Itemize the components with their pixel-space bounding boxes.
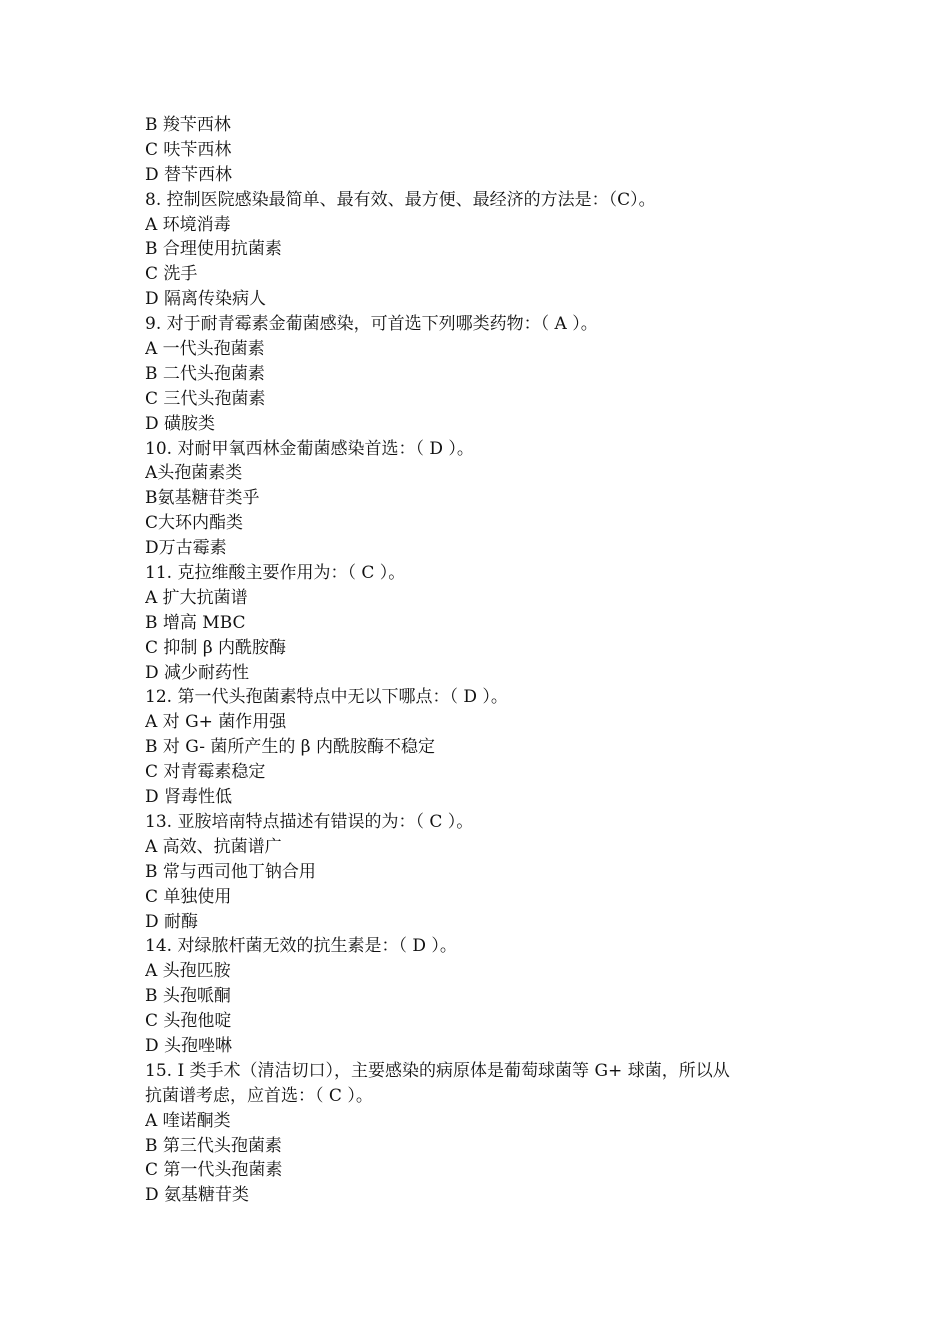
document-line: D 隔离传染病人 [145, 289, 267, 310]
document-line: A头孢菌素类 [145, 463, 243, 484]
document-line: 8. 控制医院感染最简单、最有效、最方便、最经济的方法是：（C）。 [145, 189, 656, 210]
document-line: C 对青霉素稳定 [145, 762, 266, 783]
document-line: C 呋苄西林 [145, 139, 232, 160]
document-line: A 扩大抗菌谱 [145, 587, 248, 608]
document-line: D 头孢唑啉 [145, 1035, 233, 1056]
document-line: C大环内酯类 [145, 513, 244, 534]
document-line: C 洗手 [145, 264, 198, 285]
document-line: 抗菌谱考虑，应首选：（ C ）。 [145, 1085, 373, 1106]
document-line: 10. 对耐甲氧西林金葡菌感染首选：（ D ）。 [145, 438, 474, 459]
document-line: C 三代头孢菌素 [145, 388, 266, 409]
document-line: 15. I 类手术（清洁切口），主要感染的病原体是葡萄球菌等 G+ 球菌，所以从 [145, 1060, 730, 1081]
document-line: C 单独使用 [145, 886, 232, 907]
document-line: A 喹诺酮类 [145, 1110, 231, 1131]
document-line: D 磺胺类 [145, 413, 216, 434]
document-line: 14. 对绿脓杆菌无效的抗生素是：（ D ）。 [145, 936, 457, 957]
document-line: D 耐酶 [145, 911, 199, 932]
document-line: B 合理使用抗菌素 [145, 239, 282, 260]
document-line: B 二代头孢菌素 [145, 363, 265, 384]
document-line: A 一代头孢菌素 [145, 339, 265, 360]
document-line: D万古霉素 [145, 538, 227, 559]
document-body [145, 113, 815, 1208]
document-line: 11. 克拉维酸主要作用为：（ C ）。 [145, 563, 406, 584]
document-line: B 第三代头孢菌素 [145, 1135, 282, 1156]
document-line: B氨基糖苷类乎 [145, 488, 260, 509]
document-line: B 头孢哌酮 [145, 986, 231, 1007]
document-line: D 减少耐药性 [145, 662, 250, 683]
document-line: B 羧苄西林 [145, 115, 231, 135]
document-line: A 对 G+ 菌作用强 [145, 712, 287, 733]
document-line: A 头孢匹胺 [145, 961, 231, 982]
document-line: B 常与西司他丁钠合用 [145, 861, 316, 882]
document-line: B 对 G- 菌所产生的 β 内酰胺酶不稳定 [145, 737, 435, 758]
document-line: 13. 亚胺培南特点描述有错误的为：（ C ）。 [145, 811, 474, 832]
document-line: A 环境消毒 [145, 214, 231, 235]
document-line: D 替苄西林 [145, 164, 233, 185]
document-line: C 抑制 β 内酰胺酶 [145, 637, 287, 658]
document-line: 12. 第一代头孢菌素特点中无以下哪点：（ D ）。 [145, 687, 508, 708]
document-line: B 增高 MBC [145, 612, 246, 633]
document-line: A 高效、抗菌谱广 [145, 836, 282, 857]
document-line: 9. 对于耐青霉素金葡菌感染，可首选下列哪类药物：（ A ）。 [145, 314, 598, 335]
document-line: D 氨基糖苷类 [145, 1185, 250, 1206]
document-line: D 肾毒性低 [145, 787, 233, 808]
document-line: C 第一代头孢菌素 [145, 1160, 283, 1181]
document-line: C 头孢他啶 [145, 1011, 232, 1032]
